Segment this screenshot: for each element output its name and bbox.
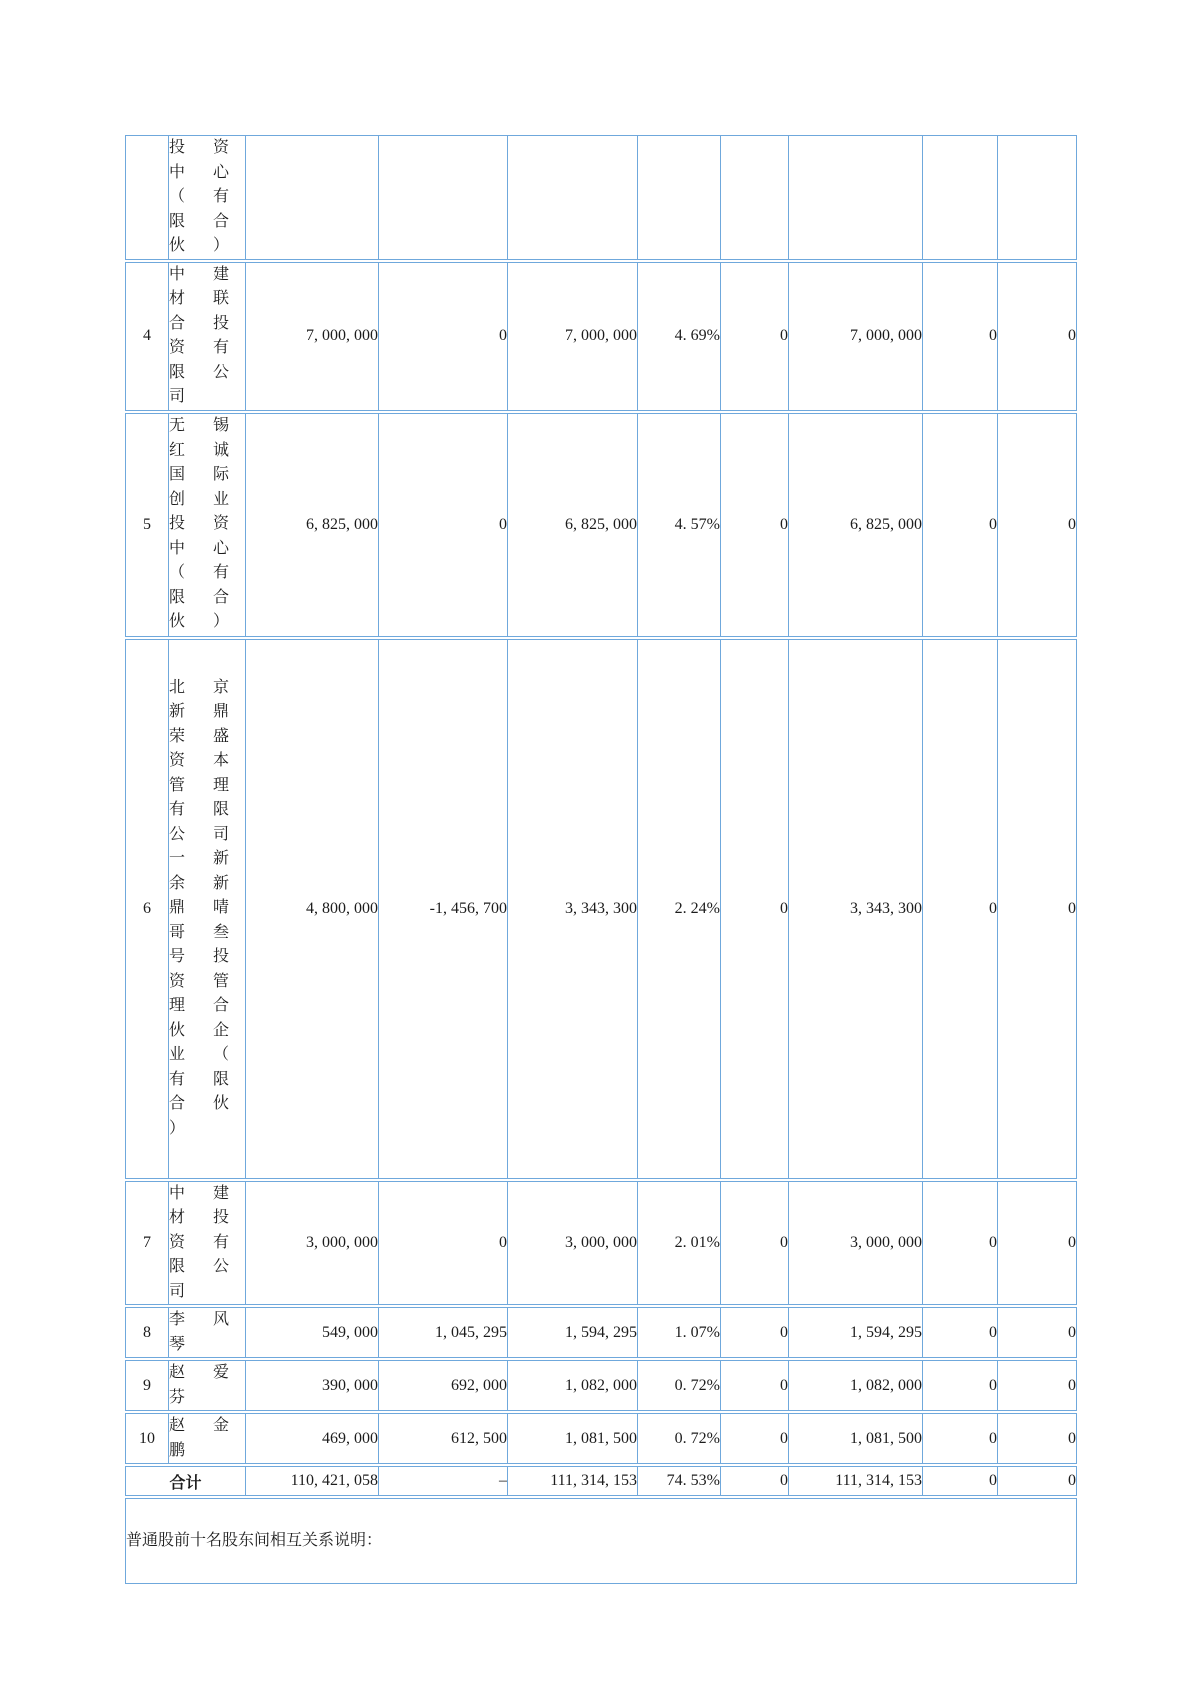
table-row	[125, 1181, 1077, 1306]
shareholder-name: 投 资 中 心 （ 有 限 合 伙 ）	[169, 139, 229, 254]
restricted-shares-cell: 0	[720, 1307, 788, 1358]
frozen-cell: 0	[997, 413, 1077, 637]
pledged-cell	[922, 135, 997, 260]
shares-end-cell: 6, 825, 000	[507, 413, 637, 637]
table-row	[125, 413, 1077, 637]
shares-begin-cell: 390, 000	[245, 1360, 378, 1411]
table-row	[125, 1413, 1077, 1464]
total-frozen-cell: 0	[997, 1466, 1077, 1496]
shareholder-name-cell	[168, 262, 245, 411]
percent-cell: 4. 57%	[637, 413, 720, 637]
shareholder-name-cell	[168, 1307, 245, 1358]
shareholder-name: 无 锡 红 诚 国 际 创 业 投 资 中 心 （ 有 限 合 伙 ）	[169, 417, 229, 631]
percent-cell: 4. 69%	[637, 262, 720, 411]
shares-end-cell: 1, 594, 295	[507, 1307, 637, 1358]
shares-begin-cell: 469, 000	[245, 1413, 378, 1464]
shares-end-cell: 3, 343, 300	[507, 639, 637, 1179]
shares-change-cell	[378, 135, 507, 260]
percent-cell: 0. 72%	[637, 1360, 720, 1411]
shareholder-name: 中 建 材 联 合 投 资 有 限 公 司	[169, 265, 229, 405]
frozen-cell: 0	[997, 1181, 1077, 1306]
table-row	[125, 1360, 1077, 1411]
unrestricted-shares-cell: 7, 000, 000	[788, 262, 922, 411]
total-restricted-cell: 0	[720, 1466, 788, 1496]
shareholder-name: 赵 爱 芬	[169, 1364, 229, 1406]
shares-begin-cell: 4, 800, 000	[245, 639, 378, 1179]
frozen-cell: 0	[997, 262, 1077, 411]
total-shares-begin-cell: 110, 421, 058	[245, 1466, 378, 1496]
table-row	[125, 135, 1077, 260]
percent-cell: 2. 01%	[637, 1181, 720, 1306]
pledged-cell: 0	[922, 1413, 997, 1464]
rank-cell: 8	[125, 1307, 168, 1358]
pledged-cell: 0	[922, 639, 997, 1179]
shares-begin-cell: 7, 000, 000	[245, 262, 378, 411]
restricted-shares-cell: 0	[720, 639, 788, 1179]
restricted-shares-cell: 0	[720, 1413, 788, 1464]
shares-end-cell: 1, 082, 000	[507, 1360, 637, 1411]
frozen-cell	[997, 135, 1077, 260]
shareholder-name: 中 建 材 投 资 有 限 公 司	[169, 1184, 229, 1300]
total-row	[125, 1466, 1077, 1496]
total-pledged-cell: 0	[922, 1466, 997, 1496]
frozen-cell: 0	[997, 1360, 1077, 1411]
frozen-cell: 0	[997, 1413, 1077, 1464]
shareholder-name-cell	[168, 135, 245, 260]
shares-begin-cell	[245, 135, 378, 260]
restricted-shares-cell	[720, 135, 788, 260]
total-percent-cell: 74. 53%	[637, 1466, 720, 1496]
shareholder-name: 北 京 新 鼎 荣 盛 资 本 管 理 有 限 公 司 一 新 余 新 鼎 啨 哥 叁 号 投 资 管 理 合 伙 企 业 （ 有 限 合 伙 ）	[169, 678, 229, 1137]
shares-begin-cell: 549, 000	[245, 1307, 378, 1358]
shares-begin-cell: 3, 000, 000	[245, 1181, 378, 1306]
pledged-cell: 0	[922, 1307, 997, 1358]
shareholder-name: 李 风 琴	[169, 1311, 229, 1353]
unrestricted-shares-cell: 3, 000, 000	[788, 1181, 922, 1306]
restricted-shares-cell: 0	[720, 413, 788, 637]
shares-begin-cell: 6, 825, 000	[245, 413, 378, 637]
percent-cell	[637, 135, 720, 260]
total-unrestricted-cell: 111, 314, 153	[788, 1466, 922, 1496]
shares-end-cell: 7, 000, 000	[507, 262, 637, 411]
pledged-cell: 0	[922, 1181, 997, 1306]
pledged-cell: 0	[922, 413, 997, 637]
pledged-cell: 0	[922, 1360, 997, 1411]
shares-change-cell: 0	[378, 1181, 507, 1306]
shares-change-cell: 692, 000	[378, 1360, 507, 1411]
rank-cell: 4	[125, 262, 168, 411]
shares-change-cell: 1, 045, 295	[378, 1307, 507, 1358]
percent-cell: 0. 72%	[637, 1413, 720, 1464]
shares-end-cell: 3, 000, 000	[507, 1181, 637, 1306]
shareholder-name-cell	[168, 1360, 245, 1411]
table-row	[125, 639, 1077, 1179]
shareholder-name-cell	[168, 639, 245, 1179]
total-label: 合计	[125, 1466, 245, 1496]
total-shares-change-cell: –	[378, 1466, 507, 1496]
percent-cell: 2. 24%	[637, 639, 720, 1179]
shareholder-name-cell	[168, 1413, 245, 1464]
restricted-shares-cell: 0	[720, 1360, 788, 1411]
total-shares-end-cell: 111, 314, 153	[507, 1466, 637, 1496]
percent-cell: 1. 07%	[637, 1307, 720, 1358]
rank-cell: 6	[125, 639, 168, 1179]
rank-cell: 10	[125, 1413, 168, 1464]
rank-cell: 9	[125, 1360, 168, 1411]
table-row	[125, 1307, 1077, 1358]
unrestricted-shares-cell: 1, 082, 000	[788, 1360, 922, 1411]
shares-end-cell: 1, 081, 500	[507, 1413, 637, 1464]
frozen-cell: 0	[997, 1307, 1077, 1358]
shares-change-cell: 0	[378, 262, 507, 411]
shares-end-cell	[507, 135, 637, 260]
shares-change-cell: 612, 500	[378, 1413, 507, 1464]
shares-change-cell: -1, 456, 700	[378, 639, 507, 1179]
shares-change-cell: 0	[378, 413, 507, 637]
shareholder-name-cell	[168, 413, 245, 637]
unrestricted-shares-cell: 1, 081, 500	[788, 1413, 922, 1464]
shareholders-table	[125, 133, 1077, 1586]
note-row	[125, 1498, 1077, 1584]
unrestricted-shares-cell: 1, 594, 295	[788, 1307, 922, 1358]
frozen-cell: 0	[997, 639, 1077, 1179]
unrestricted-shares-cell: 6, 825, 000	[788, 413, 922, 637]
shareholder-name-cell	[168, 1181, 245, 1306]
pledged-cell: 0	[922, 262, 997, 411]
shareholder-name: 赵 金 鹏	[169, 1417, 229, 1459]
relationship-note: 普通股前十名股东间相互关系说明：	[125, 1498, 1077, 1584]
unrestricted-shares-cell: 3, 343, 300	[788, 639, 922, 1179]
restricted-shares-cell: 0	[720, 262, 788, 411]
rank-cell: 5	[125, 413, 168, 637]
rank-cell	[125, 135, 168, 260]
unrestricted-shares-cell	[788, 135, 922, 260]
table-row	[125, 262, 1077, 411]
rank-cell: 7	[125, 1181, 168, 1306]
restricted-shares-cell: 0	[720, 1181, 788, 1306]
